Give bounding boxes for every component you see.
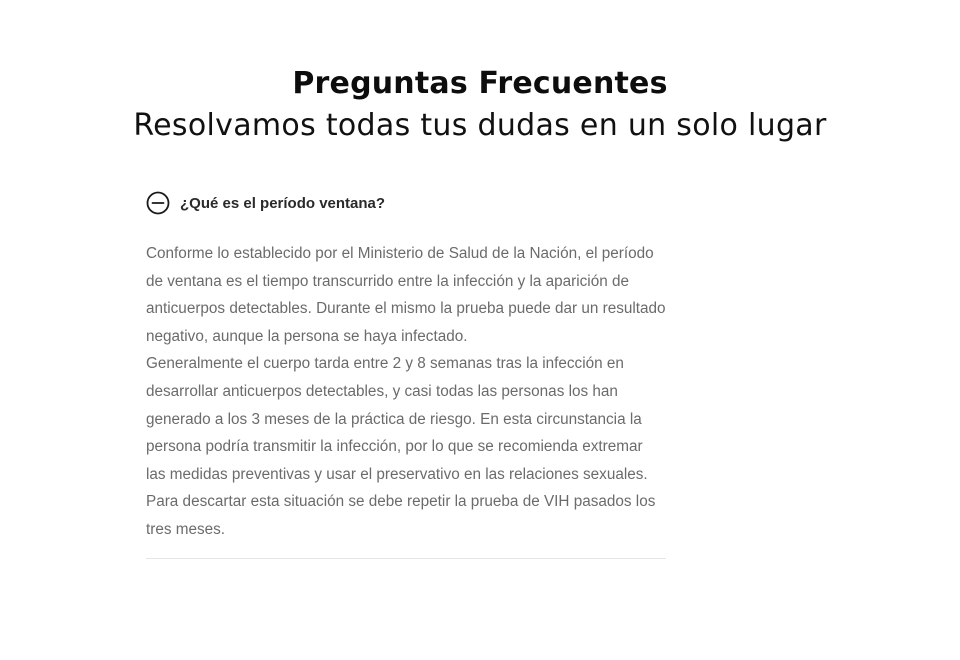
faq-item — [146, 188, 666, 559]
faq-answer-paragraph: Conforme lo establecido por el Ministerio de Salud de la Nación, el período de ventana es el tiempo transcurrido entre la infección y la aparición de anticuerpos detectables. Durante el mismo la prueba puede dar un resultado negativo, aunque la persona se haya infectado. — [146, 245, 666, 345]
faq-question-toggle[interactable] — [146, 188, 666, 218]
page-title: Preguntas Frecuentes — [292, 66, 668, 101]
minus-circle-icon[interactable] — [146, 191, 170, 215]
faq-list — [146, 188, 666, 559]
faq-answer — [146, 240, 666, 544]
faq-question-text[interactable]: ¿Qué es el período ventana? — [180, 194, 386, 212]
faq-header — [0, 64, 960, 148]
faq-answer-paragraph: Generalmente el cuerpo tarda entre 2 y 8 semanas tras la infección en desarrollar anticuerpos detectables, y casi todas las personas los han generado a los 3 meses de la práctica de riesgo. En esta circunstancia la persona podría transmitir la infección, por lo que se recomienda extremar las medidas preventivas y usar el preservativo en las relaciones sexuales. Para descartar esta situación se debe repetir la prueba de VIH pasados los tres meses. — [146, 355, 656, 538]
page-subtitle: Resolvamos todas tus dudas en un solo lugar — [133, 108, 827, 143]
